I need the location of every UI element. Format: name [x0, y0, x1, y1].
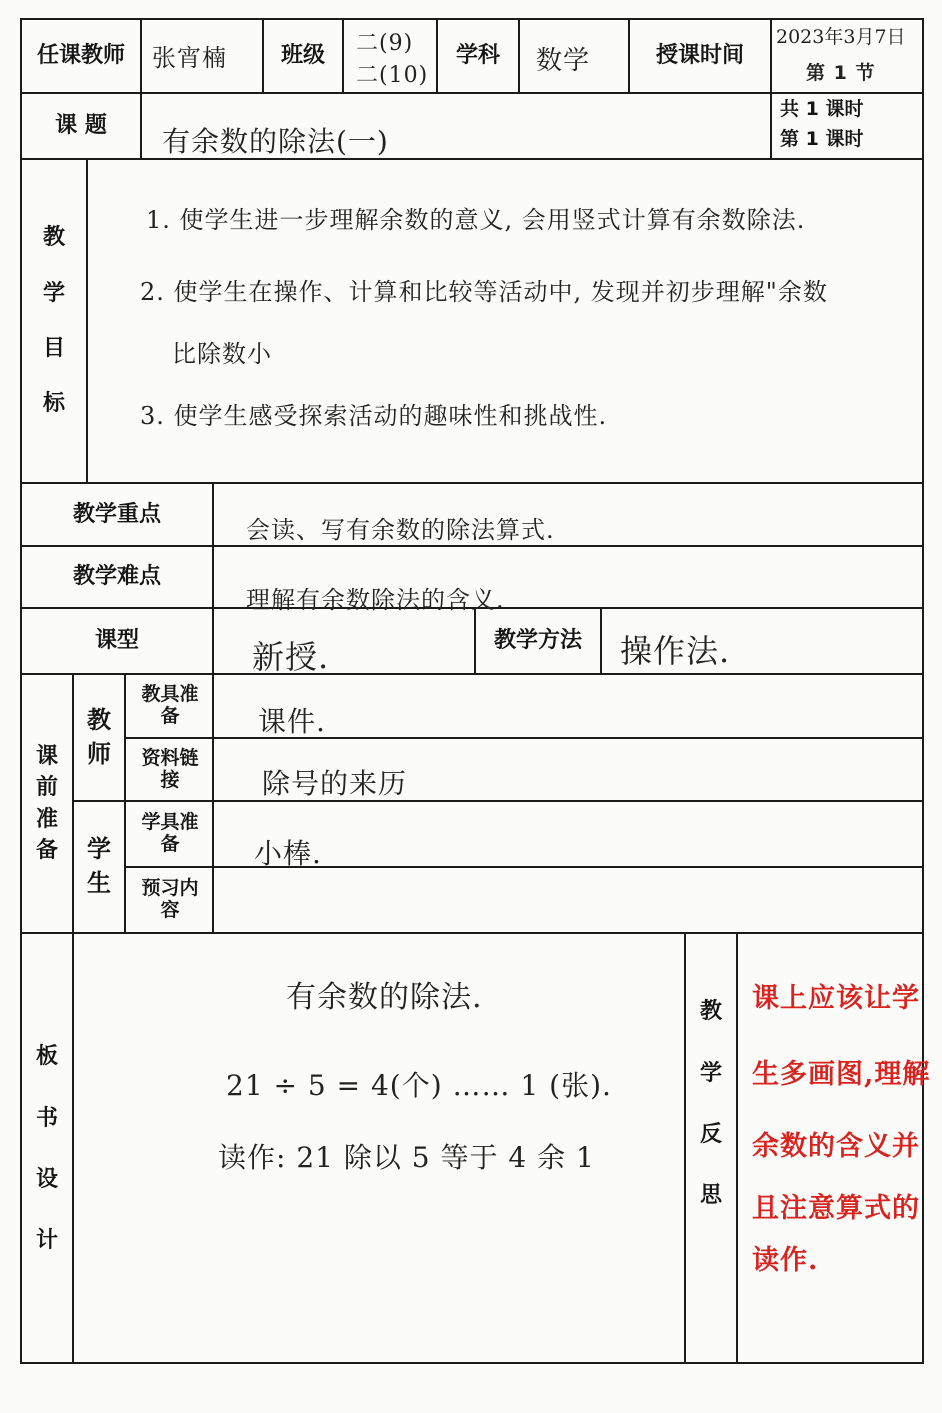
reflection-line: 且注意算式的 [752, 1193, 920, 1224]
topic-label: 课 题 [55, 113, 107, 139]
prep-row-value: 除号的来历 [262, 767, 408, 800]
board-title: 有余数的除法. [286, 980, 483, 1015]
reflection-label-char: 教 [699, 999, 722, 1025]
col-divider [770, 92, 772, 160]
teacher-prep-char: 师 [87, 739, 111, 768]
objective-item: 1. 使学生进一步理解余数的意义, 会用竖式计算有余数除法. [146, 206, 806, 234]
objective-item: 比除数小 [172, 340, 272, 368]
prep-row-value: 课件. [258, 705, 326, 738]
method-value: 操作法. [620, 632, 731, 670]
board-label-char: 板 [35, 1044, 58, 1070]
reflection-line: 生多画图,理解 [752, 1059, 931, 1090]
col-divider [342, 18, 344, 94]
reflection-line: 余数的含义并 [752, 1131, 920, 1162]
class-value-2: 二(10) [356, 63, 429, 88]
reflection-label [686, 934, 736, 1274]
col-divider [212, 482, 214, 675]
prep-row-label: 学具准备 [141, 811, 199, 855]
difficulties-value: 理解有余数除法的含义. [246, 586, 505, 614]
teacher-prep-label [74, 675, 124, 800]
lesson-type-label: 课型 [94, 628, 139, 654]
subject-value: 数学 [536, 46, 591, 76]
prep-row-label: 资料链接 [141, 747, 199, 791]
prep-label-char: 备 [35, 837, 58, 863]
reflection-label-char: 思 [699, 1183, 722, 1209]
teacher-prep-char: 教 [87, 705, 111, 734]
current-hour: 第 1 课时 [780, 128, 864, 151]
period-value: 第 1 节 [806, 62, 876, 84]
board-label-char: 计 [35, 1228, 58, 1254]
subject-label: 学科 [455, 43, 500, 69]
method-label: 教学方法 [493, 628, 582, 654]
reflection-label-char: 反 [699, 1122, 722, 1147]
prep-label-char: 课 [35, 743, 58, 769]
key-points-label: 教学重点 [72, 501, 161, 527]
col-divider [140, 92, 142, 160]
reflection-label-char: 学 [699, 1060, 722, 1086]
prep-row-value: 小棒. [254, 837, 322, 870]
reflection-line: 课上应该让学 [752, 983, 920, 1014]
row-divider [72, 800, 924, 802]
col-divider [86, 158, 88, 484]
total-hours: 共 1 课时 [780, 98, 864, 121]
teacher-label: 任课教师 [36, 43, 125, 69]
board-equation: 21 ÷ 5 = 4(个) …… 1 (张). [226, 1069, 612, 1102]
objectives-label-char: 教 [42, 225, 65, 251]
objectives-label [22, 160, 86, 482]
prep-row-label: 预习内容 [141, 877, 199, 921]
col-divider [600, 607, 602, 675]
class-label: 班级 [280, 43, 325, 69]
board-label [22, 934, 72, 1364]
col-divider [72, 932, 74, 1364]
objectives-label-char: 目 [42, 336, 65, 361]
row-divider [124, 866, 924, 868]
key-points-value: 会读、写有余数的除法算式. [246, 516, 555, 544]
objective-item: 3. 使学生感受探索活动的趣味性和挑战性. [140, 402, 608, 430]
row-divider [20, 92, 924, 94]
class-value-1: 二(9) [356, 31, 414, 56]
board-label-char: 设 [35, 1167, 58, 1192]
col-divider [736, 932, 738, 1364]
col-divider [212, 673, 214, 934]
prep-label [22, 675, 72, 932]
col-divider [770, 18, 772, 94]
time-label: 授课时间 [655, 43, 744, 69]
col-divider [124, 673, 126, 934]
student-prep-char: 学 [87, 835, 111, 864]
teacher-name: 张宵楠 [152, 44, 227, 72]
col-divider [140, 18, 142, 94]
row-divider [20, 158, 924, 160]
reflection-line: 读作. [752, 1245, 819, 1276]
objective-item: 2. 使学生在操作、计算和比较等活动中, 发现并初步理解"余数 [140, 278, 828, 306]
board-reading: 读作: 21 除以 5 等于 4 余 1 [218, 1141, 595, 1174]
row-divider [124, 737, 924, 739]
student-prep-label [74, 802, 124, 932]
col-divider [518, 18, 520, 94]
topic-value: 有余数的除法(一) [162, 125, 389, 158]
date-value: 2023年3月7日 [776, 26, 906, 48]
board-label-char: 书 [35, 1105, 58, 1131]
prep-row-label: 教具准备 [141, 683, 199, 727]
lesson-type-value: 新授. [252, 638, 330, 676]
objectives-label-char: 标 [42, 391, 65, 417]
row-divider [20, 932, 924, 934]
difficulties-label: 教学难点 [72, 564, 161, 590]
student-prep-char: 生 [87, 869, 111, 897]
row-divider [20, 673, 924, 675]
objectives-label-char: 学 [42, 280, 65, 306]
prep-label-char: 准 [35, 806, 58, 832]
prep-label-char: 前 [35, 775, 58, 801]
